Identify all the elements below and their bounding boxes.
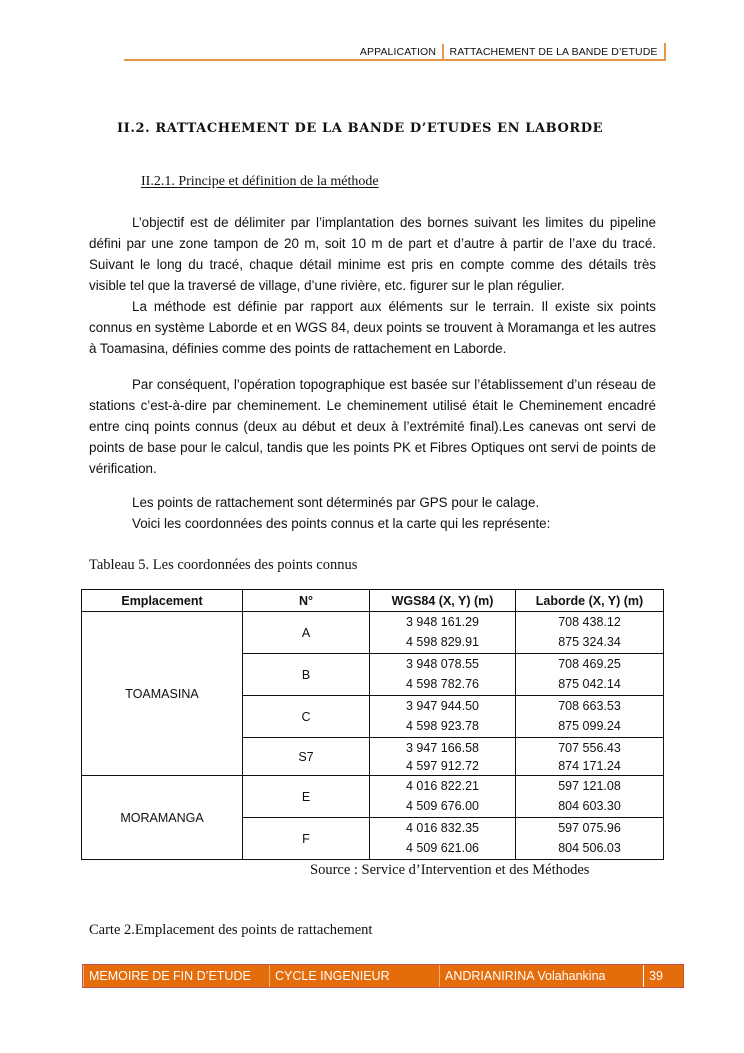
subsection-title: II.2.1. Principe et définition de la méthode xyxy=(141,174,379,189)
page-footer xyxy=(82,964,684,988)
wgs84-cell xyxy=(370,612,516,654)
table-row xyxy=(82,776,664,818)
wgs84-x: 3 947 166.58 xyxy=(406,741,479,755)
wgs84-y: 4 598 782.76 xyxy=(406,677,479,691)
footer-cycle: CYCLE INGENIEUR xyxy=(269,965,439,987)
wgs84-cell xyxy=(370,696,516,738)
wgs84-y: 4 598 923.78 xyxy=(406,719,479,733)
table-source: Source : Service d’Intervention et des Méthodes xyxy=(310,862,590,878)
laborde-y: 804 506.03 xyxy=(558,841,621,855)
table-caption: Tableau 5. Les coordonnées des points connus xyxy=(89,557,358,573)
laborde-x: 708 438.12 xyxy=(558,615,621,629)
laborde-x: 708 469.25 xyxy=(558,657,621,671)
point-id: E xyxy=(243,776,370,818)
table-row xyxy=(82,612,664,654)
header-number: N° xyxy=(243,590,370,612)
wgs84-x: 4 016 822.21 xyxy=(406,779,479,793)
laborde-cell xyxy=(516,818,664,860)
laborde-y: 875 099.24 xyxy=(558,719,621,733)
paragraph-text: L’objectif est de délimiter par l’implantation des bornes suivant les limites du pipeline défini par une zone tampon de 20 m, soit 10 m de part et d’autre à partir de l’axe du tracé. Suivant le long du tracé, chaque détail minime est pris en compte comme des détails très visible tel que la traversé de village, d’une rivière, etc. figurer sur le plan régulier. xyxy=(89,215,656,293)
laborde-x: 597 075.96 xyxy=(558,821,621,835)
running-header xyxy=(124,43,666,61)
laborde-y: 804 603.30 xyxy=(558,799,621,813)
point-id: F xyxy=(243,818,370,860)
footer-page-number: 39 xyxy=(643,965,683,987)
wgs84-y: 4 597 912.72 xyxy=(406,759,479,773)
wgs84-cell xyxy=(370,776,516,818)
paragraph-operation xyxy=(89,374,656,479)
wgs84-y: 4 509 676.00 xyxy=(406,799,479,813)
point-id: A xyxy=(243,612,370,654)
header-section-label: APPALICATION xyxy=(359,46,437,58)
point-id: B xyxy=(243,654,370,696)
laborde-x: 707 556.43 xyxy=(558,741,621,755)
header-laborde: Laborde (X, Y) (m) xyxy=(516,590,664,612)
paragraph-gps: Les points de rattachement sont déterminés par GPS pour le calage. xyxy=(132,495,540,510)
laborde-cell xyxy=(516,696,664,738)
map-caption: Carte 2.Emplacement des points de rattachement xyxy=(89,922,373,938)
section-title: II.2. RATTACHEMENT DE LA BANDE D’ETUDES EN LABORDE xyxy=(117,121,604,136)
location-cell: TOAMASINA xyxy=(82,612,243,776)
paragraph-method xyxy=(89,296,656,359)
header-wgs84: WGS84 (X, Y) (m) xyxy=(370,590,516,612)
paragraph-intro-table: Voici les coordonnées des points connus et la carte qui les représente: xyxy=(132,516,551,531)
coordinates-table xyxy=(81,589,664,860)
wgs84-x: 3 948 161.29 xyxy=(406,615,479,629)
point-id: S7 xyxy=(243,738,370,776)
wgs84-x: 4 016 832.35 xyxy=(406,821,479,835)
laborde-cell xyxy=(516,738,664,776)
table-header-row xyxy=(82,590,664,612)
wgs84-y: 4 509 621.06 xyxy=(406,841,479,855)
wgs84-cell xyxy=(370,818,516,860)
laborde-y: 875 042.14 xyxy=(558,677,621,691)
wgs84-y: 4 598 829.91 xyxy=(406,635,479,649)
header-emplacement: Emplacement xyxy=(82,590,243,612)
wgs84-x: 3 947 944.50 xyxy=(406,699,479,713)
laborde-cell xyxy=(516,612,664,654)
laborde-cell xyxy=(516,654,664,696)
laborde-x: 597 121.08 xyxy=(558,779,621,793)
footer-document-type: MEMOIRE DE FIN D’ETUDE xyxy=(83,965,269,987)
paragraph-text: La méthode est définie par rapport aux éléments sur le terrain. Il existe six points connus en système Laborde et en WGS 84, deux points se trouvent à Moramanga et les autres à Toamasina, définies comme des points de rattachement en Laborde. xyxy=(89,299,656,356)
wgs84-cell xyxy=(370,738,516,776)
header-end-bar xyxy=(664,43,667,61)
laborde-cell xyxy=(516,776,664,818)
wgs84-x: 3 948 078.55 xyxy=(406,657,479,671)
laborde-y: 874 171.24 xyxy=(558,759,621,773)
point-id: C xyxy=(243,696,370,738)
header-chapter-label: RATTACHEMENT DE LA BANDE D’ETUDE xyxy=(449,46,658,58)
paragraph-text: Par conséquent, l’opération topographique est basée sur l’établissement d’un réseau de stations c’est-à-dire par cheminement. Le cheminement utilisé était le Cheminement encadré entre cinq points connus (deux au début et deux à l’extrémité final).Les canevas ont servi de points de base pour le calcul, tandis que les points PK et Fibres Optiques ont servi de points de vérification. xyxy=(89,377,656,476)
laborde-x: 708 663.53 xyxy=(558,699,621,713)
paragraph-objective xyxy=(89,212,656,296)
footer-author: ANDRIANIRINA Volahankina xyxy=(439,965,643,987)
wgs84-cell xyxy=(370,654,516,696)
laborde-y: 875 324.34 xyxy=(558,635,621,649)
location-cell: MORAMANGA xyxy=(82,776,243,860)
